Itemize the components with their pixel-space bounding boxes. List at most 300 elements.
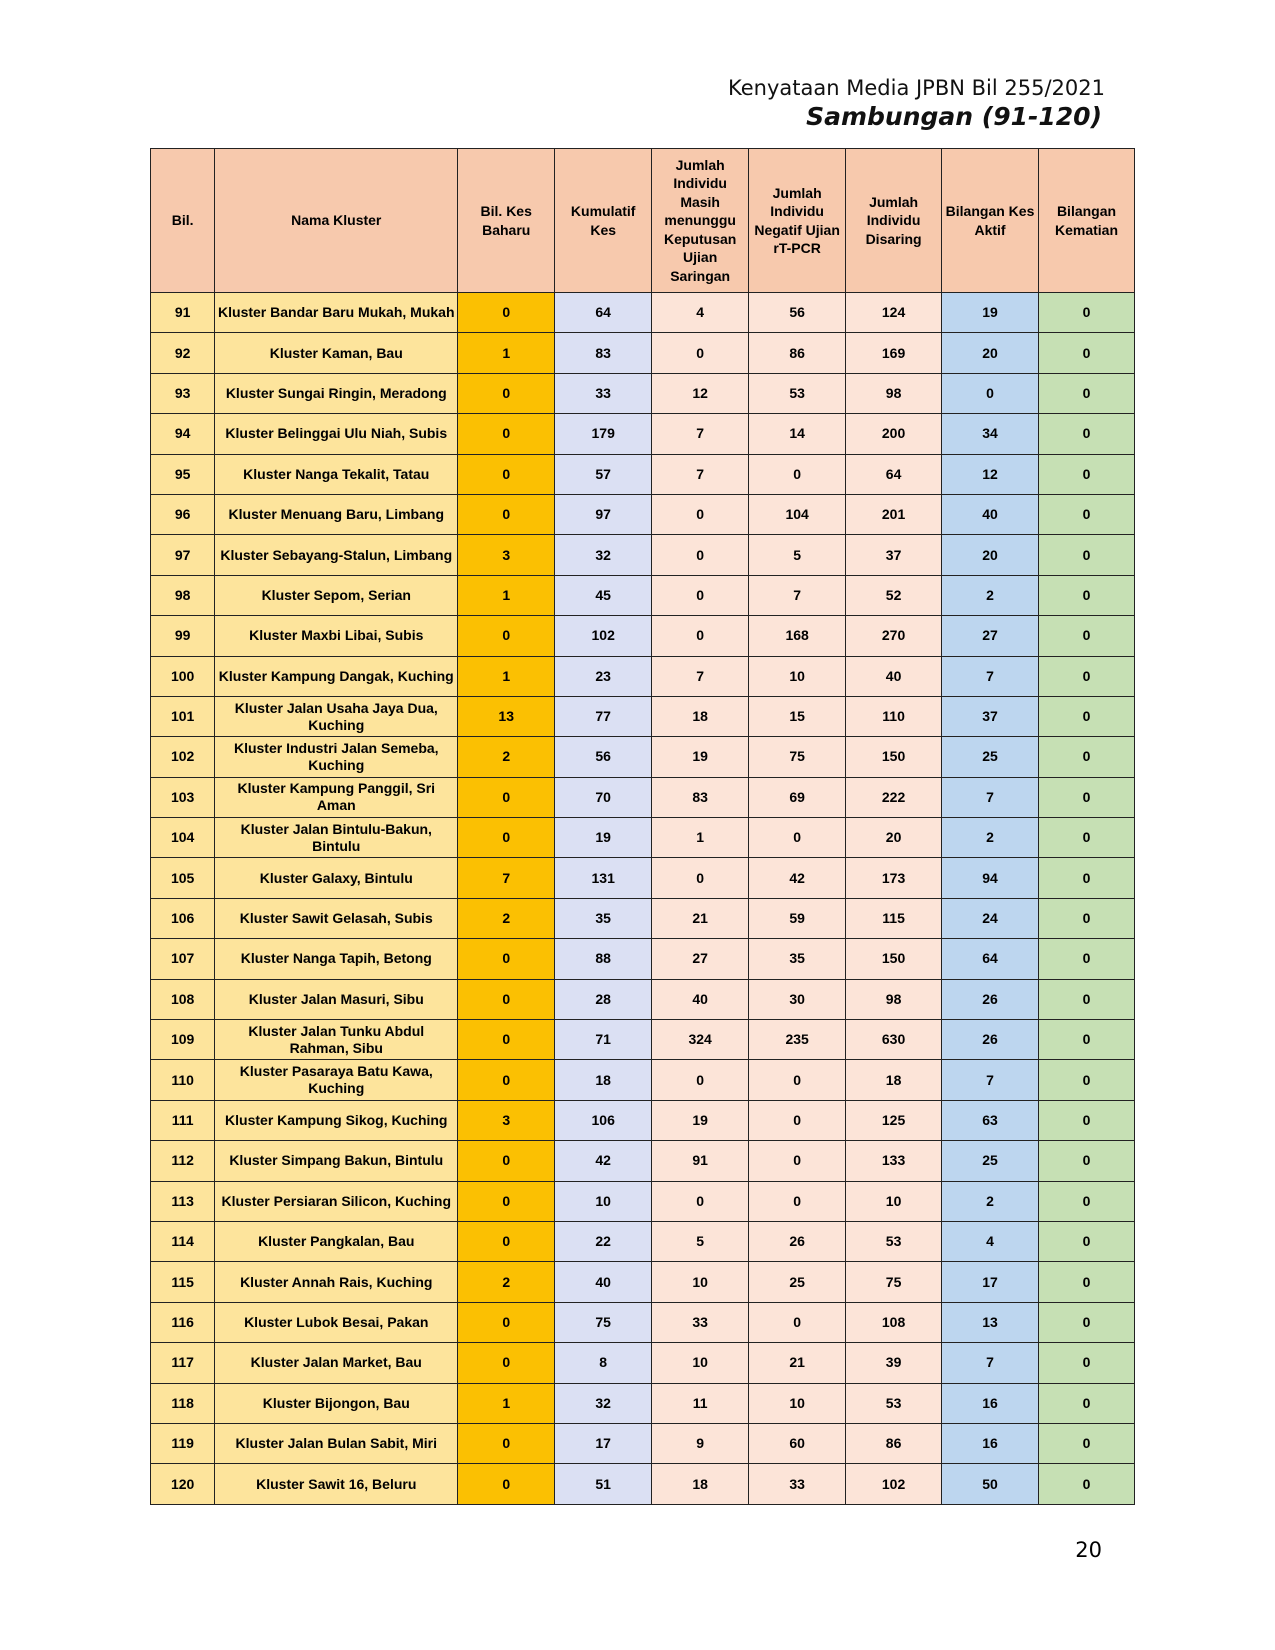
cell-kumulatif: 83 bbox=[555, 333, 652, 373]
cell-kes-baharu: 0 bbox=[458, 1020, 555, 1060]
cell-kes-baharu: 0 bbox=[458, 818, 555, 858]
cell-kumulatif: 106 bbox=[555, 1100, 652, 1140]
table-row bbox=[151, 1221, 1135, 1261]
cell-negatif: 25 bbox=[749, 1262, 846, 1302]
cell-menunggu: 0 bbox=[652, 616, 749, 656]
cell-disaring: 64 bbox=[846, 454, 942, 494]
cell-negatif: 30 bbox=[749, 979, 846, 1019]
table-row bbox=[151, 575, 1135, 615]
cell-disaring: 110 bbox=[846, 696, 942, 736]
cell-kes-baharu: 0 bbox=[458, 1141, 555, 1181]
cell-disaring: 169 bbox=[846, 333, 942, 373]
cell-disaring: 124 bbox=[846, 293, 942, 333]
cell-nama-kluster: Kluster Sawit Gelasah, Subis bbox=[215, 898, 458, 938]
cell-negatif: 21 bbox=[749, 1343, 846, 1383]
cell-kumulatif: 77 bbox=[555, 696, 652, 736]
cell-kes-aktif: 2 bbox=[942, 575, 1039, 615]
cell-kematian: 0 bbox=[1039, 1181, 1135, 1221]
cell-negatif: 75 bbox=[749, 737, 846, 777]
table-header-row bbox=[151, 149, 1135, 293]
cell-kumulatif: 64 bbox=[555, 293, 652, 333]
cell-disaring: 270 bbox=[846, 616, 942, 656]
cell-disaring: 200 bbox=[846, 414, 942, 454]
cell-disaring: 20 bbox=[846, 818, 942, 858]
cell-kes-baharu: 0 bbox=[458, 616, 555, 656]
table-row bbox=[151, 1100, 1135, 1140]
table-row bbox=[151, 454, 1135, 494]
table-row bbox=[151, 414, 1135, 454]
cell-kes-baharu: 3 bbox=[458, 1100, 555, 1140]
cell-kes-baharu: 1 bbox=[458, 333, 555, 373]
cell-kumulatif: 10 bbox=[555, 1181, 652, 1221]
cell-nama-kluster: Kluster Kaman, Bau bbox=[215, 333, 458, 373]
cell-nama-kluster: Kluster Jalan Bulan Sabit, Miri bbox=[215, 1423, 458, 1463]
cell-kes-aktif: 50 bbox=[942, 1464, 1039, 1504]
cell-kes-baharu: 0 bbox=[458, 1060, 555, 1100]
cell-kes-aktif: 7 bbox=[942, 656, 1039, 696]
cell-menunggu: 21 bbox=[652, 898, 749, 938]
cell-kes-baharu: 1 bbox=[458, 575, 555, 615]
table-row bbox=[151, 898, 1135, 938]
cell-bil: 106 bbox=[151, 898, 215, 938]
cell-nama-kluster: Kluster Jalan Usaha Jaya Dua, Kuching bbox=[215, 696, 458, 736]
cell-nama-kluster: Kluster Jalan Masuri, Sibu bbox=[215, 979, 458, 1019]
cell-kes-aktif: 26 bbox=[942, 979, 1039, 1019]
cell-kes-aktif: 37 bbox=[942, 696, 1039, 736]
cell-bil: 104 bbox=[151, 818, 215, 858]
cell-kematian: 0 bbox=[1039, 414, 1135, 454]
cell-nama-kluster: Kluster Sungai Ringin, Meradong bbox=[215, 373, 458, 413]
page-number: 20 bbox=[1075, 1538, 1102, 1562]
cell-negatif: 0 bbox=[749, 1302, 846, 1342]
cell-disaring: 10 bbox=[846, 1181, 942, 1221]
cell-kematian: 0 bbox=[1039, 979, 1135, 1019]
cell-nama-kluster: Kluster Pangkalan, Bau bbox=[215, 1221, 458, 1261]
cell-negatif: 60 bbox=[749, 1423, 846, 1463]
table-row bbox=[151, 1464, 1135, 1504]
cell-menunggu: 40 bbox=[652, 979, 749, 1019]
cell-menunggu: 0 bbox=[652, 333, 749, 373]
cell-kumulatif: 32 bbox=[555, 1383, 652, 1423]
cell-menunggu: 33 bbox=[652, 1302, 749, 1342]
cell-kes-baharu: 1 bbox=[458, 1383, 555, 1423]
cell-menunggu: 5 bbox=[652, 1221, 749, 1261]
cell-kematian: 0 bbox=[1039, 818, 1135, 858]
cell-negatif: 69 bbox=[749, 777, 846, 817]
cell-negatif: 0 bbox=[749, 818, 846, 858]
cell-nama-kluster: Kluster Nanga Tapih, Betong bbox=[215, 939, 458, 979]
cell-disaring: 630 bbox=[846, 1020, 942, 1060]
cell-kes-aktif: 2 bbox=[942, 818, 1039, 858]
cell-kes-aktif: 16 bbox=[942, 1423, 1039, 1463]
cell-nama-kluster: Kluster Industri Jalan Semeba, Kuching bbox=[215, 737, 458, 777]
cell-kes-baharu: 0 bbox=[458, 1423, 555, 1463]
table-row bbox=[151, 1181, 1135, 1221]
cell-kes-aktif: 26 bbox=[942, 1020, 1039, 1060]
table-row bbox=[151, 494, 1135, 534]
cell-kumulatif: 57 bbox=[555, 454, 652, 494]
cell-disaring: 98 bbox=[846, 373, 942, 413]
cell-negatif: 5 bbox=[749, 535, 846, 575]
cell-negatif: 15 bbox=[749, 696, 846, 736]
cell-kes-baharu: 0 bbox=[458, 979, 555, 1019]
cell-kes-aktif: 2 bbox=[942, 1181, 1039, 1221]
cell-kumulatif: 19 bbox=[555, 818, 652, 858]
cell-nama-kluster: Kluster Nanga Tekalit, Tatau bbox=[215, 454, 458, 494]
cell-nama-kluster: Kluster Persiaran Silicon, Kuching bbox=[215, 1181, 458, 1221]
cell-kes-aktif: 7 bbox=[942, 777, 1039, 817]
cell-negatif: 53 bbox=[749, 373, 846, 413]
cell-kumulatif: 17 bbox=[555, 1423, 652, 1463]
cell-bil: 94 bbox=[151, 414, 215, 454]
cell-nama-kluster: Kluster Menuang Baru, Limbang bbox=[215, 494, 458, 534]
cell-kes-baharu: 0 bbox=[458, 1302, 555, 1342]
cell-disaring: 108 bbox=[846, 1302, 942, 1342]
col-header-disaring: Jumlah Individu Disaring bbox=[846, 149, 942, 293]
cell-menunggu: 19 bbox=[652, 1100, 749, 1140]
col-header-bil: Bil. bbox=[151, 149, 215, 293]
cell-kematian: 0 bbox=[1039, 858, 1135, 898]
cell-kes-aktif: 27 bbox=[942, 616, 1039, 656]
cell-nama-kluster: Kluster Maxbi Libai, Subis bbox=[215, 616, 458, 656]
cell-bil: 117 bbox=[151, 1343, 215, 1383]
cell-negatif: 0 bbox=[749, 1141, 846, 1181]
cell-kes-aktif: 94 bbox=[942, 858, 1039, 898]
cell-kes-baharu: 2 bbox=[458, 737, 555, 777]
cell-kematian: 0 bbox=[1039, 1141, 1135, 1181]
cell-menunggu: 10 bbox=[652, 1343, 749, 1383]
cell-nama-kluster: Kluster Jalan Bintulu-Bakun, Bintulu bbox=[215, 818, 458, 858]
cell-negatif: 235 bbox=[749, 1020, 846, 1060]
cell-disaring: 39 bbox=[846, 1343, 942, 1383]
cell-kes-aktif: 19 bbox=[942, 293, 1039, 333]
cell-kumulatif: 42 bbox=[555, 1141, 652, 1181]
cell-disaring: 52 bbox=[846, 575, 942, 615]
cell-menunggu: 12 bbox=[652, 373, 749, 413]
cell-negatif: 0 bbox=[749, 454, 846, 494]
cell-kes-baharu: 3 bbox=[458, 535, 555, 575]
table-row bbox=[151, 696, 1135, 736]
cell-menunggu: 0 bbox=[652, 575, 749, 615]
col-header-kes-aktif: Bilangan Kes Aktif bbox=[942, 149, 1039, 293]
table-row bbox=[151, 333, 1135, 373]
cell-kes-baharu: 1 bbox=[458, 656, 555, 696]
cell-bil: 120 bbox=[151, 1464, 215, 1504]
table-row bbox=[151, 1060, 1135, 1100]
cell-nama-kluster: Kluster Bijongon, Bau bbox=[215, 1383, 458, 1423]
cell-menunggu: 324 bbox=[652, 1020, 749, 1060]
cell-kumulatif: 88 bbox=[555, 939, 652, 979]
cell-bil: 100 bbox=[151, 656, 215, 696]
cell-kumulatif: 179 bbox=[555, 414, 652, 454]
cell-kes-baharu: 2 bbox=[458, 898, 555, 938]
cell-kumulatif: 40 bbox=[555, 1262, 652, 1302]
cell-kes-baharu: 7 bbox=[458, 858, 555, 898]
cell-bil: 96 bbox=[151, 494, 215, 534]
table-row bbox=[151, 1343, 1135, 1383]
cell-kes-aktif: 7 bbox=[942, 1060, 1039, 1100]
cell-kumulatif: 102 bbox=[555, 616, 652, 656]
cell-disaring: 222 bbox=[846, 777, 942, 817]
table-row bbox=[151, 1383, 1135, 1423]
cell-kes-aktif: 16 bbox=[942, 1383, 1039, 1423]
cell-negatif: 35 bbox=[749, 939, 846, 979]
cell-negatif: 33 bbox=[749, 1464, 846, 1504]
cell-disaring: 53 bbox=[846, 1221, 942, 1261]
cell-kematian: 0 bbox=[1039, 777, 1135, 817]
cell-bil: 113 bbox=[151, 1181, 215, 1221]
cell-menunggu: 4 bbox=[652, 293, 749, 333]
cell-bil: 97 bbox=[151, 535, 215, 575]
cell-disaring: 40 bbox=[846, 656, 942, 696]
cell-kumulatif: 35 bbox=[555, 898, 652, 938]
table-row bbox=[151, 1302, 1135, 1342]
document-reference: Kenyataan Media JPBN Bil 255/2021 bbox=[728, 76, 1105, 100]
col-header-kes-baharu: Bil. Kes Baharu bbox=[458, 149, 555, 293]
table-row bbox=[151, 777, 1135, 817]
cell-bil: 103 bbox=[151, 777, 215, 817]
cell-disaring: 86 bbox=[846, 1423, 942, 1463]
cell-menunggu: 7 bbox=[652, 454, 749, 494]
cell-disaring: 173 bbox=[846, 858, 942, 898]
cell-kes-aktif: 20 bbox=[942, 535, 1039, 575]
cell-kes-aktif: 12 bbox=[942, 454, 1039, 494]
cell-bil: 108 bbox=[151, 979, 215, 1019]
cell-kes-aktif: 13 bbox=[942, 1302, 1039, 1342]
cell-kematian: 0 bbox=[1039, 333, 1135, 373]
cell-kes-aktif: 4 bbox=[942, 1221, 1039, 1261]
cell-disaring: 201 bbox=[846, 494, 942, 534]
cell-kumulatif: 33 bbox=[555, 373, 652, 413]
cell-disaring: 75 bbox=[846, 1262, 942, 1302]
cell-nama-kluster: Kluster Kampung Panggil, Sri Aman bbox=[215, 777, 458, 817]
cell-kumulatif: 23 bbox=[555, 656, 652, 696]
cell-kes-baharu: 0 bbox=[458, 1464, 555, 1504]
cell-negatif: 10 bbox=[749, 656, 846, 696]
cell-kematian: 0 bbox=[1039, 1383, 1135, 1423]
cell-bil: 114 bbox=[151, 1221, 215, 1261]
cell-bil: 92 bbox=[151, 333, 215, 373]
cell-nama-kluster: Kluster Sawit 16, Beluru bbox=[215, 1464, 458, 1504]
cell-negatif: 7 bbox=[749, 575, 846, 615]
cell-menunggu: 83 bbox=[652, 777, 749, 817]
cell-kumulatif: 51 bbox=[555, 1464, 652, 1504]
cell-kematian: 0 bbox=[1039, 1262, 1135, 1302]
cell-kumulatif: 22 bbox=[555, 1221, 652, 1261]
cell-kumulatif: 45 bbox=[555, 575, 652, 615]
cell-kumulatif: 71 bbox=[555, 1020, 652, 1060]
cell-kumulatif: 75 bbox=[555, 1302, 652, 1342]
cell-bil: 109 bbox=[151, 1020, 215, 1060]
cell-bil: 101 bbox=[151, 696, 215, 736]
cell-negatif: 14 bbox=[749, 414, 846, 454]
cell-bil: 116 bbox=[151, 1302, 215, 1342]
cell-menunggu: 7 bbox=[652, 414, 749, 454]
cell-kes-baharu: 0 bbox=[458, 1221, 555, 1261]
cell-kes-aktif: 40 bbox=[942, 494, 1039, 534]
table-row bbox=[151, 293, 1135, 333]
cell-kumulatif: 28 bbox=[555, 979, 652, 1019]
cell-nama-kluster: Kluster Simpang Bakun, Bintulu bbox=[215, 1141, 458, 1181]
cell-negatif: 26 bbox=[749, 1221, 846, 1261]
cell-negatif: 59 bbox=[749, 898, 846, 938]
cell-menunggu: 18 bbox=[652, 696, 749, 736]
cell-kes-baharu: 0 bbox=[458, 939, 555, 979]
cell-nama-kluster: Kluster Sebayang-Stalun, Limbang bbox=[215, 535, 458, 575]
cell-kematian: 0 bbox=[1039, 939, 1135, 979]
cell-negatif: 0 bbox=[749, 1181, 846, 1221]
cell-nama-kluster: Kluster Jalan Tunku Abdul Rahman, Sibu bbox=[215, 1020, 458, 1060]
cell-kes-baharu: 0 bbox=[458, 494, 555, 534]
col-header-kumulatif: Kumulatif Kes bbox=[555, 149, 652, 293]
cell-kematian: 0 bbox=[1039, 1343, 1135, 1383]
cell-nama-kluster: Kluster Sepom, Serian bbox=[215, 575, 458, 615]
cell-kes-baharu: 0 bbox=[458, 1181, 555, 1221]
cell-menunggu: 11 bbox=[652, 1383, 749, 1423]
cell-negatif: 86 bbox=[749, 333, 846, 373]
table-row bbox=[151, 1141, 1135, 1181]
table-row bbox=[151, 656, 1135, 696]
cell-bil: 111 bbox=[151, 1100, 215, 1140]
cell-negatif: 0 bbox=[749, 1100, 846, 1140]
cell-kes-aktif: 17 bbox=[942, 1262, 1039, 1302]
col-header-nama-kluster: Nama Kluster bbox=[215, 149, 458, 293]
col-header-kematian: Bilangan Kematian bbox=[1039, 149, 1135, 293]
cell-kematian: 0 bbox=[1039, 1100, 1135, 1140]
cell-disaring: 18 bbox=[846, 1060, 942, 1100]
cell-disaring: 133 bbox=[846, 1141, 942, 1181]
cell-kematian: 0 bbox=[1039, 293, 1135, 333]
cell-kematian: 0 bbox=[1039, 616, 1135, 656]
table-row bbox=[151, 939, 1135, 979]
cell-kes-aktif: 7 bbox=[942, 1343, 1039, 1383]
cell-kes-baharu: 0 bbox=[458, 1343, 555, 1383]
cell-bil: 91 bbox=[151, 293, 215, 333]
cell-kematian: 0 bbox=[1039, 494, 1135, 534]
cell-nama-kluster: Kluster Bandar Baru Mukah, Mukah bbox=[215, 293, 458, 333]
cell-kumulatif: 56 bbox=[555, 737, 652, 777]
cell-bil: 112 bbox=[151, 1141, 215, 1181]
cell-nama-kluster: Kluster Jalan Market, Bau bbox=[215, 1343, 458, 1383]
cell-disaring: 37 bbox=[846, 535, 942, 575]
cell-bil: 99 bbox=[151, 616, 215, 656]
cell-menunggu: 19 bbox=[652, 737, 749, 777]
col-header-menunggu: Jumlah Individu Masih menunggu Keputusan Ujian Saringan bbox=[652, 149, 749, 293]
cell-kematian: 0 bbox=[1039, 454, 1135, 494]
cell-kematian: 0 bbox=[1039, 1423, 1135, 1463]
table-row bbox=[151, 1020, 1135, 1060]
cell-kematian: 0 bbox=[1039, 1221, 1135, 1261]
cell-menunggu: 27 bbox=[652, 939, 749, 979]
cell-bil: 118 bbox=[151, 1383, 215, 1423]
cell-kes-aktif: 25 bbox=[942, 737, 1039, 777]
table-row bbox=[151, 535, 1135, 575]
cell-bil: 110 bbox=[151, 1060, 215, 1100]
cell-kematian: 0 bbox=[1039, 737, 1135, 777]
cell-negatif: 42 bbox=[749, 858, 846, 898]
cell-negatif: 0 bbox=[749, 1060, 846, 1100]
table-row bbox=[151, 373, 1135, 413]
cell-nama-kluster: Kluster Galaxy, Bintulu bbox=[215, 858, 458, 898]
cell-negatif: 168 bbox=[749, 616, 846, 656]
cell-nama-kluster: Kluster Pasaraya Batu Kawa, Kuching bbox=[215, 1060, 458, 1100]
cell-kes-baharu: 0 bbox=[458, 454, 555, 494]
cell-kematian: 0 bbox=[1039, 535, 1135, 575]
cell-kes-baharu: 2 bbox=[458, 1262, 555, 1302]
cell-nama-kluster: Kluster Lubok Besai, Pakan bbox=[215, 1302, 458, 1342]
cell-bil: 107 bbox=[151, 939, 215, 979]
cell-kematian: 0 bbox=[1039, 1464, 1135, 1504]
cell-kes-baharu: 0 bbox=[458, 293, 555, 333]
cell-disaring: 150 bbox=[846, 939, 942, 979]
cell-bil: 119 bbox=[151, 1423, 215, 1463]
cell-kes-baharu: 0 bbox=[458, 414, 555, 454]
cell-nama-kluster: Kluster Kampung Sikog, Kuching bbox=[215, 1100, 458, 1140]
cell-kes-baharu: 13 bbox=[458, 696, 555, 736]
cell-bil: 95 bbox=[151, 454, 215, 494]
cluster-table bbox=[150, 148, 1135, 1505]
cell-kes-aktif: 20 bbox=[942, 333, 1039, 373]
cell-negatif: 10 bbox=[749, 1383, 846, 1423]
cell-menunggu: 91 bbox=[652, 1141, 749, 1181]
cell-bil: 102 bbox=[151, 737, 215, 777]
cell-kes-baharu: 0 bbox=[458, 373, 555, 413]
table-row bbox=[151, 818, 1135, 858]
cell-menunggu: 18 bbox=[652, 1464, 749, 1504]
table-row bbox=[151, 616, 1135, 656]
cell-kematian: 0 bbox=[1039, 1302, 1135, 1342]
cell-disaring: 98 bbox=[846, 979, 942, 1019]
table-row bbox=[151, 858, 1135, 898]
cell-negatif: 56 bbox=[749, 293, 846, 333]
cell-kes-aktif: 25 bbox=[942, 1141, 1039, 1181]
cell-kes-aktif: 34 bbox=[942, 414, 1039, 454]
cell-kematian: 0 bbox=[1039, 1020, 1135, 1060]
page-subtitle: Sambungan (91-120) bbox=[806, 102, 1102, 131]
cell-kes-aktif: 64 bbox=[942, 939, 1039, 979]
cell-menunggu: 0 bbox=[652, 1181, 749, 1221]
cell-kumulatif: 8 bbox=[555, 1343, 652, 1383]
cell-disaring: 150 bbox=[846, 737, 942, 777]
col-header-negatif: Jumlah Individu Negatif Ujian rT-PCR bbox=[749, 149, 846, 293]
cell-kematian: 0 bbox=[1039, 898, 1135, 938]
cell-menunggu: 1 bbox=[652, 818, 749, 858]
cell-kes-aktif: 24 bbox=[942, 898, 1039, 938]
cell-kes-baharu: 0 bbox=[458, 777, 555, 817]
cell-bil: 93 bbox=[151, 373, 215, 413]
cell-kematian: 0 bbox=[1039, 373, 1135, 413]
cell-nama-kluster: Kluster Annah Rais, Kuching bbox=[215, 1262, 458, 1302]
cell-disaring: 125 bbox=[846, 1100, 942, 1140]
cell-menunggu: 7 bbox=[652, 656, 749, 696]
table-row bbox=[151, 1262, 1135, 1302]
cell-kematian: 0 bbox=[1039, 696, 1135, 736]
cell-disaring: 102 bbox=[846, 1464, 942, 1504]
cell-menunggu: 9 bbox=[652, 1423, 749, 1463]
cell-kematian: 0 bbox=[1039, 656, 1135, 696]
cell-kumulatif: 97 bbox=[555, 494, 652, 534]
table-row bbox=[151, 979, 1135, 1019]
cell-bil: 115 bbox=[151, 1262, 215, 1302]
cell-kes-aktif: 63 bbox=[942, 1100, 1039, 1140]
cell-kumulatif: 131 bbox=[555, 858, 652, 898]
table-row bbox=[151, 1423, 1135, 1463]
cell-menunggu: 0 bbox=[652, 858, 749, 898]
cell-kes-aktif: 0 bbox=[942, 373, 1039, 413]
cell-negatif: 104 bbox=[749, 494, 846, 534]
cell-kumulatif: 32 bbox=[555, 535, 652, 575]
cell-menunggu: 10 bbox=[652, 1262, 749, 1302]
